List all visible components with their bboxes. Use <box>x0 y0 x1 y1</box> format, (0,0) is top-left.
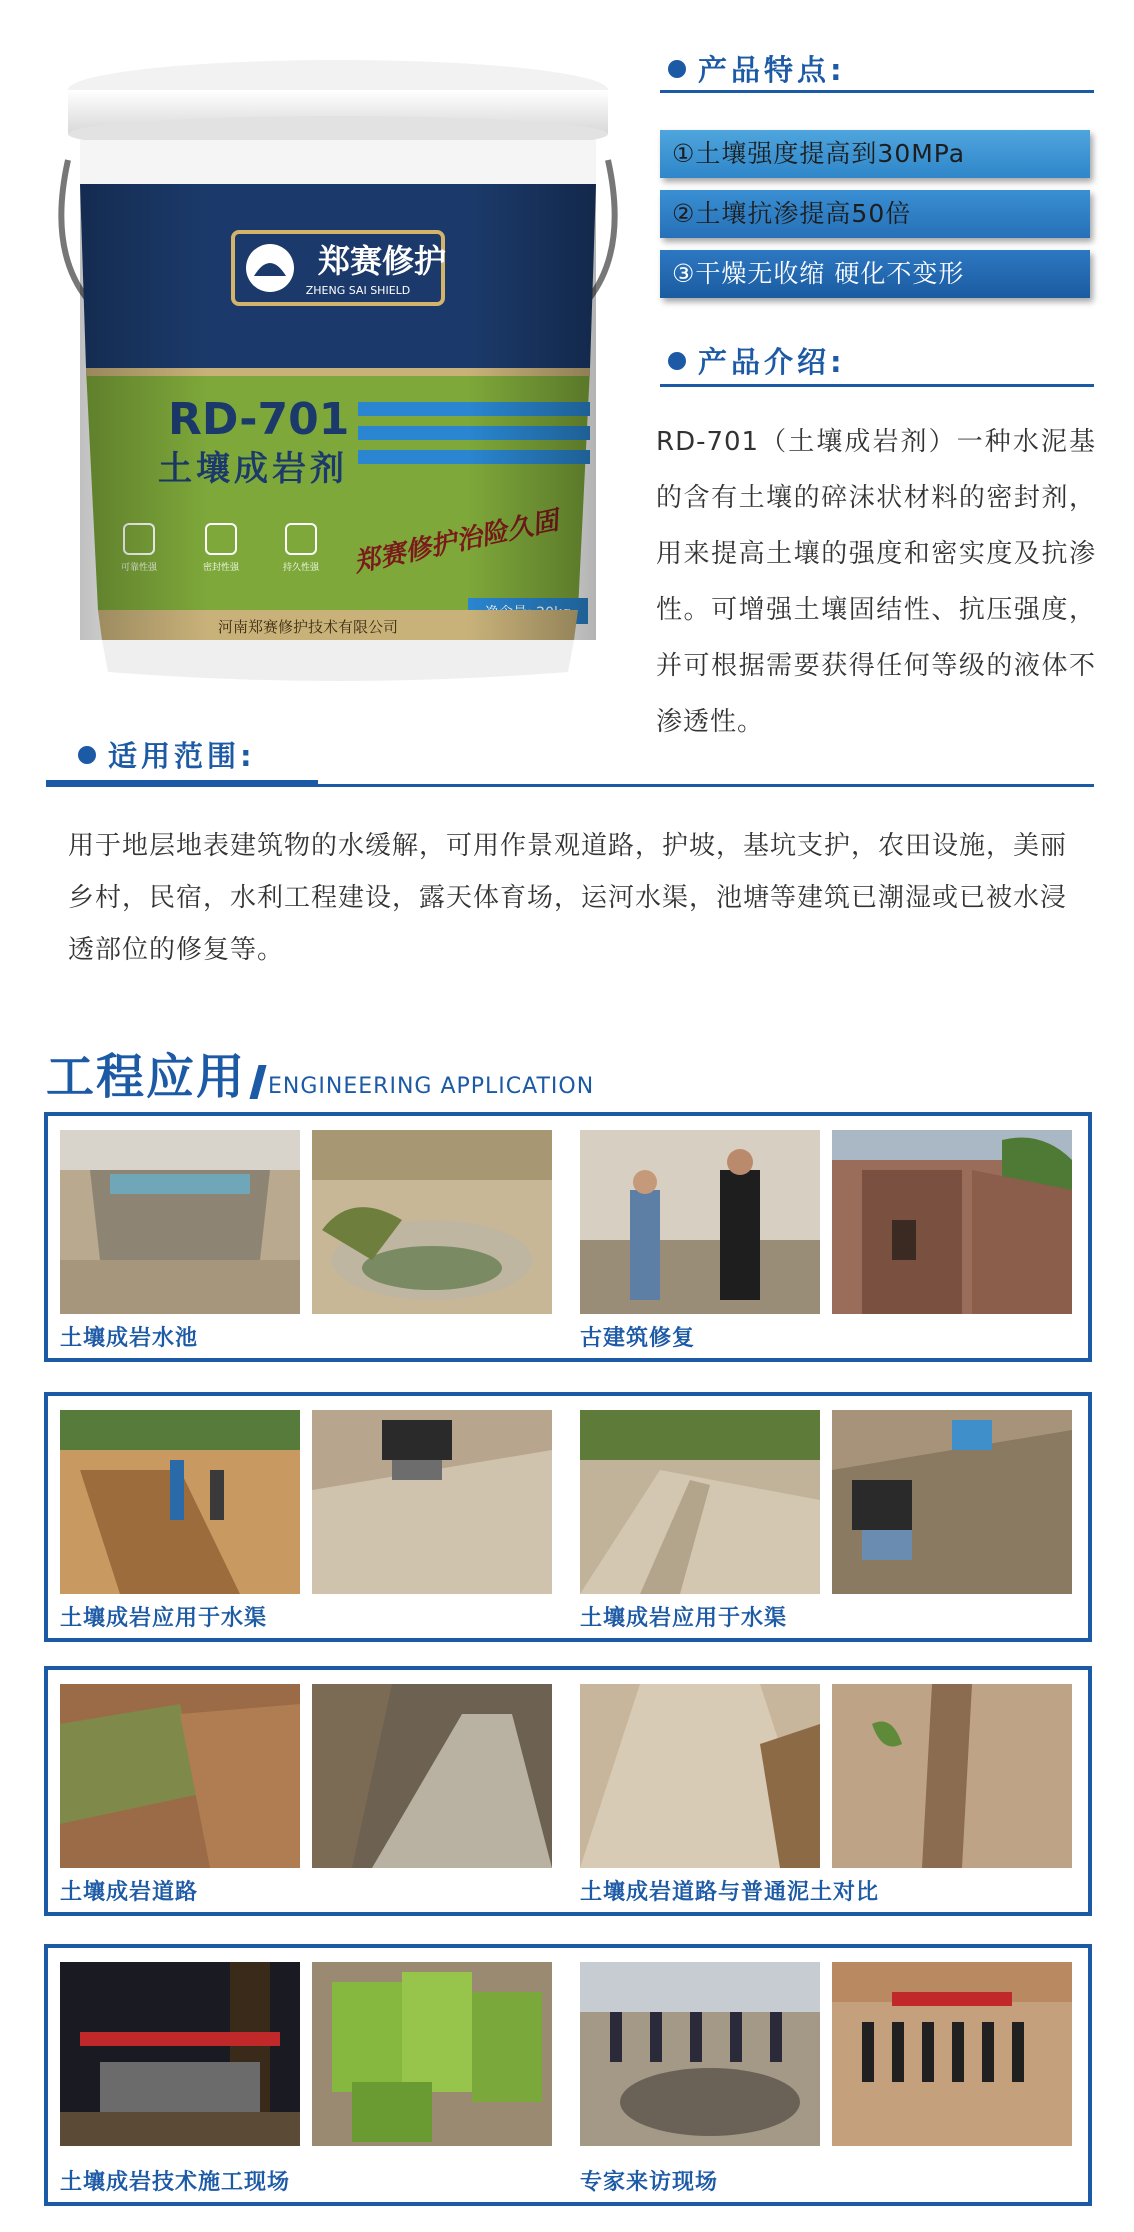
photo-expert-visit-group <box>832 1962 1072 2146</box>
photo-channel-worker <box>312 1410 552 1594</box>
photo-road-crack <box>832 1684 1072 1868</box>
engineering-title <box>46 1038 594 1107</box>
intro-heading <box>668 340 846 381</box>
feature-item-2: ②土壤抗渗提高50倍 <box>660 190 1090 238</box>
scope-divider <box>46 784 1094 787</box>
features-divider <box>660 90 1094 93</box>
panel-4-caption-left: 土壤成岩技术施工现场 <box>60 2170 291 2195</box>
photo-road-eroded <box>60 1684 300 1868</box>
project-panel-2 <box>44 1392 1092 1642</box>
intro-text: RD-701（土壤成岩剂）一种水泥基的含有土壤的碎沫状材料的密封剂，用来提高土壤的强度和密实度及抗渗性。可增强土壤固结性、抗压强度，并可根据需要获得任何等级的液体不渗透性。 <box>656 427 1096 737</box>
scope-heading <box>78 734 256 775</box>
photo-expert-group-pool <box>580 1962 820 2146</box>
project-panel-3 <box>44 1666 1092 1916</box>
photo-ancient-building <box>832 1130 1072 1314</box>
project-panel-4 <box>44 1944 1092 2206</box>
features-heading <box>668 48 846 89</box>
panel-1-caption-left: 土壤成岩水池 <box>60 1326 199 1351</box>
panel-2-caption-left: 土壤成岩应用于水渠 <box>60 1606 268 1631</box>
photo-soil-pond <box>312 1130 552 1314</box>
feature-item-3: ③干燥无收缩 硬化不变形 <box>660 250 1090 298</box>
panel-3-caption-right: 土壤成岩道路与普通泥土对比 <box>580 1880 880 1905</box>
title-slash <box>249 1065 266 1099</box>
panel-3-caption-left: 土壤成岩道路 <box>60 1880 199 1905</box>
engineering-title-en: ENGINEERING APPLICATION <box>268 1074 595 1099</box>
intro-divider <box>660 384 1094 387</box>
scope-text: 用于地层地表建筑物的水缓解，可用作景观道路，护坡，基坑支护，农田设施，美丽乡村，民宿，水利工程建设，露天体育场，运河水渠，池塘等建筑已潮湿或已被水浸透部位的修复等。 <box>68 831 1068 965</box>
bullet-dot-icon <box>668 352 686 370</box>
photo-channel-finished <box>580 1410 820 1594</box>
bullet-dot-icon <box>668 60 686 78</box>
scope-title: 适用范围: <box>108 739 256 773</box>
photo-soil-pool <box>60 1130 300 1314</box>
intro-title: 产品介绍: <box>698 345 846 379</box>
photo-product-bags <box>312 1962 552 2146</box>
photo-road-comparison <box>580 1684 820 1868</box>
photo-night-construction <box>60 1962 300 2146</box>
engineering-title-cn: 工程应用 <box>46 1049 247 1105</box>
photo-channel-workers <box>832 1410 1072 1594</box>
photo-road-paved <box>312 1684 552 1868</box>
photo-ancient-building-inspection <box>580 1130 820 1314</box>
bullet-dot-icon <box>78 746 96 764</box>
panel-1-caption-right: 古建筑修复 <box>580 1326 696 1351</box>
product-bucket-image <box>58 50 618 690</box>
feature-item-1: ①土壤强度提高到30MPa <box>660 130 1090 178</box>
photo-channel-digging <box>60 1410 300 1594</box>
panel-4-caption-right: 专家来访现场 <box>580 2170 719 2195</box>
panel-2-caption-right: 土壤成岩应用于水渠 <box>580 1606 788 1631</box>
project-panel-1 <box>44 1112 1092 1362</box>
features-title: 产品特点: <box>698 53 846 87</box>
